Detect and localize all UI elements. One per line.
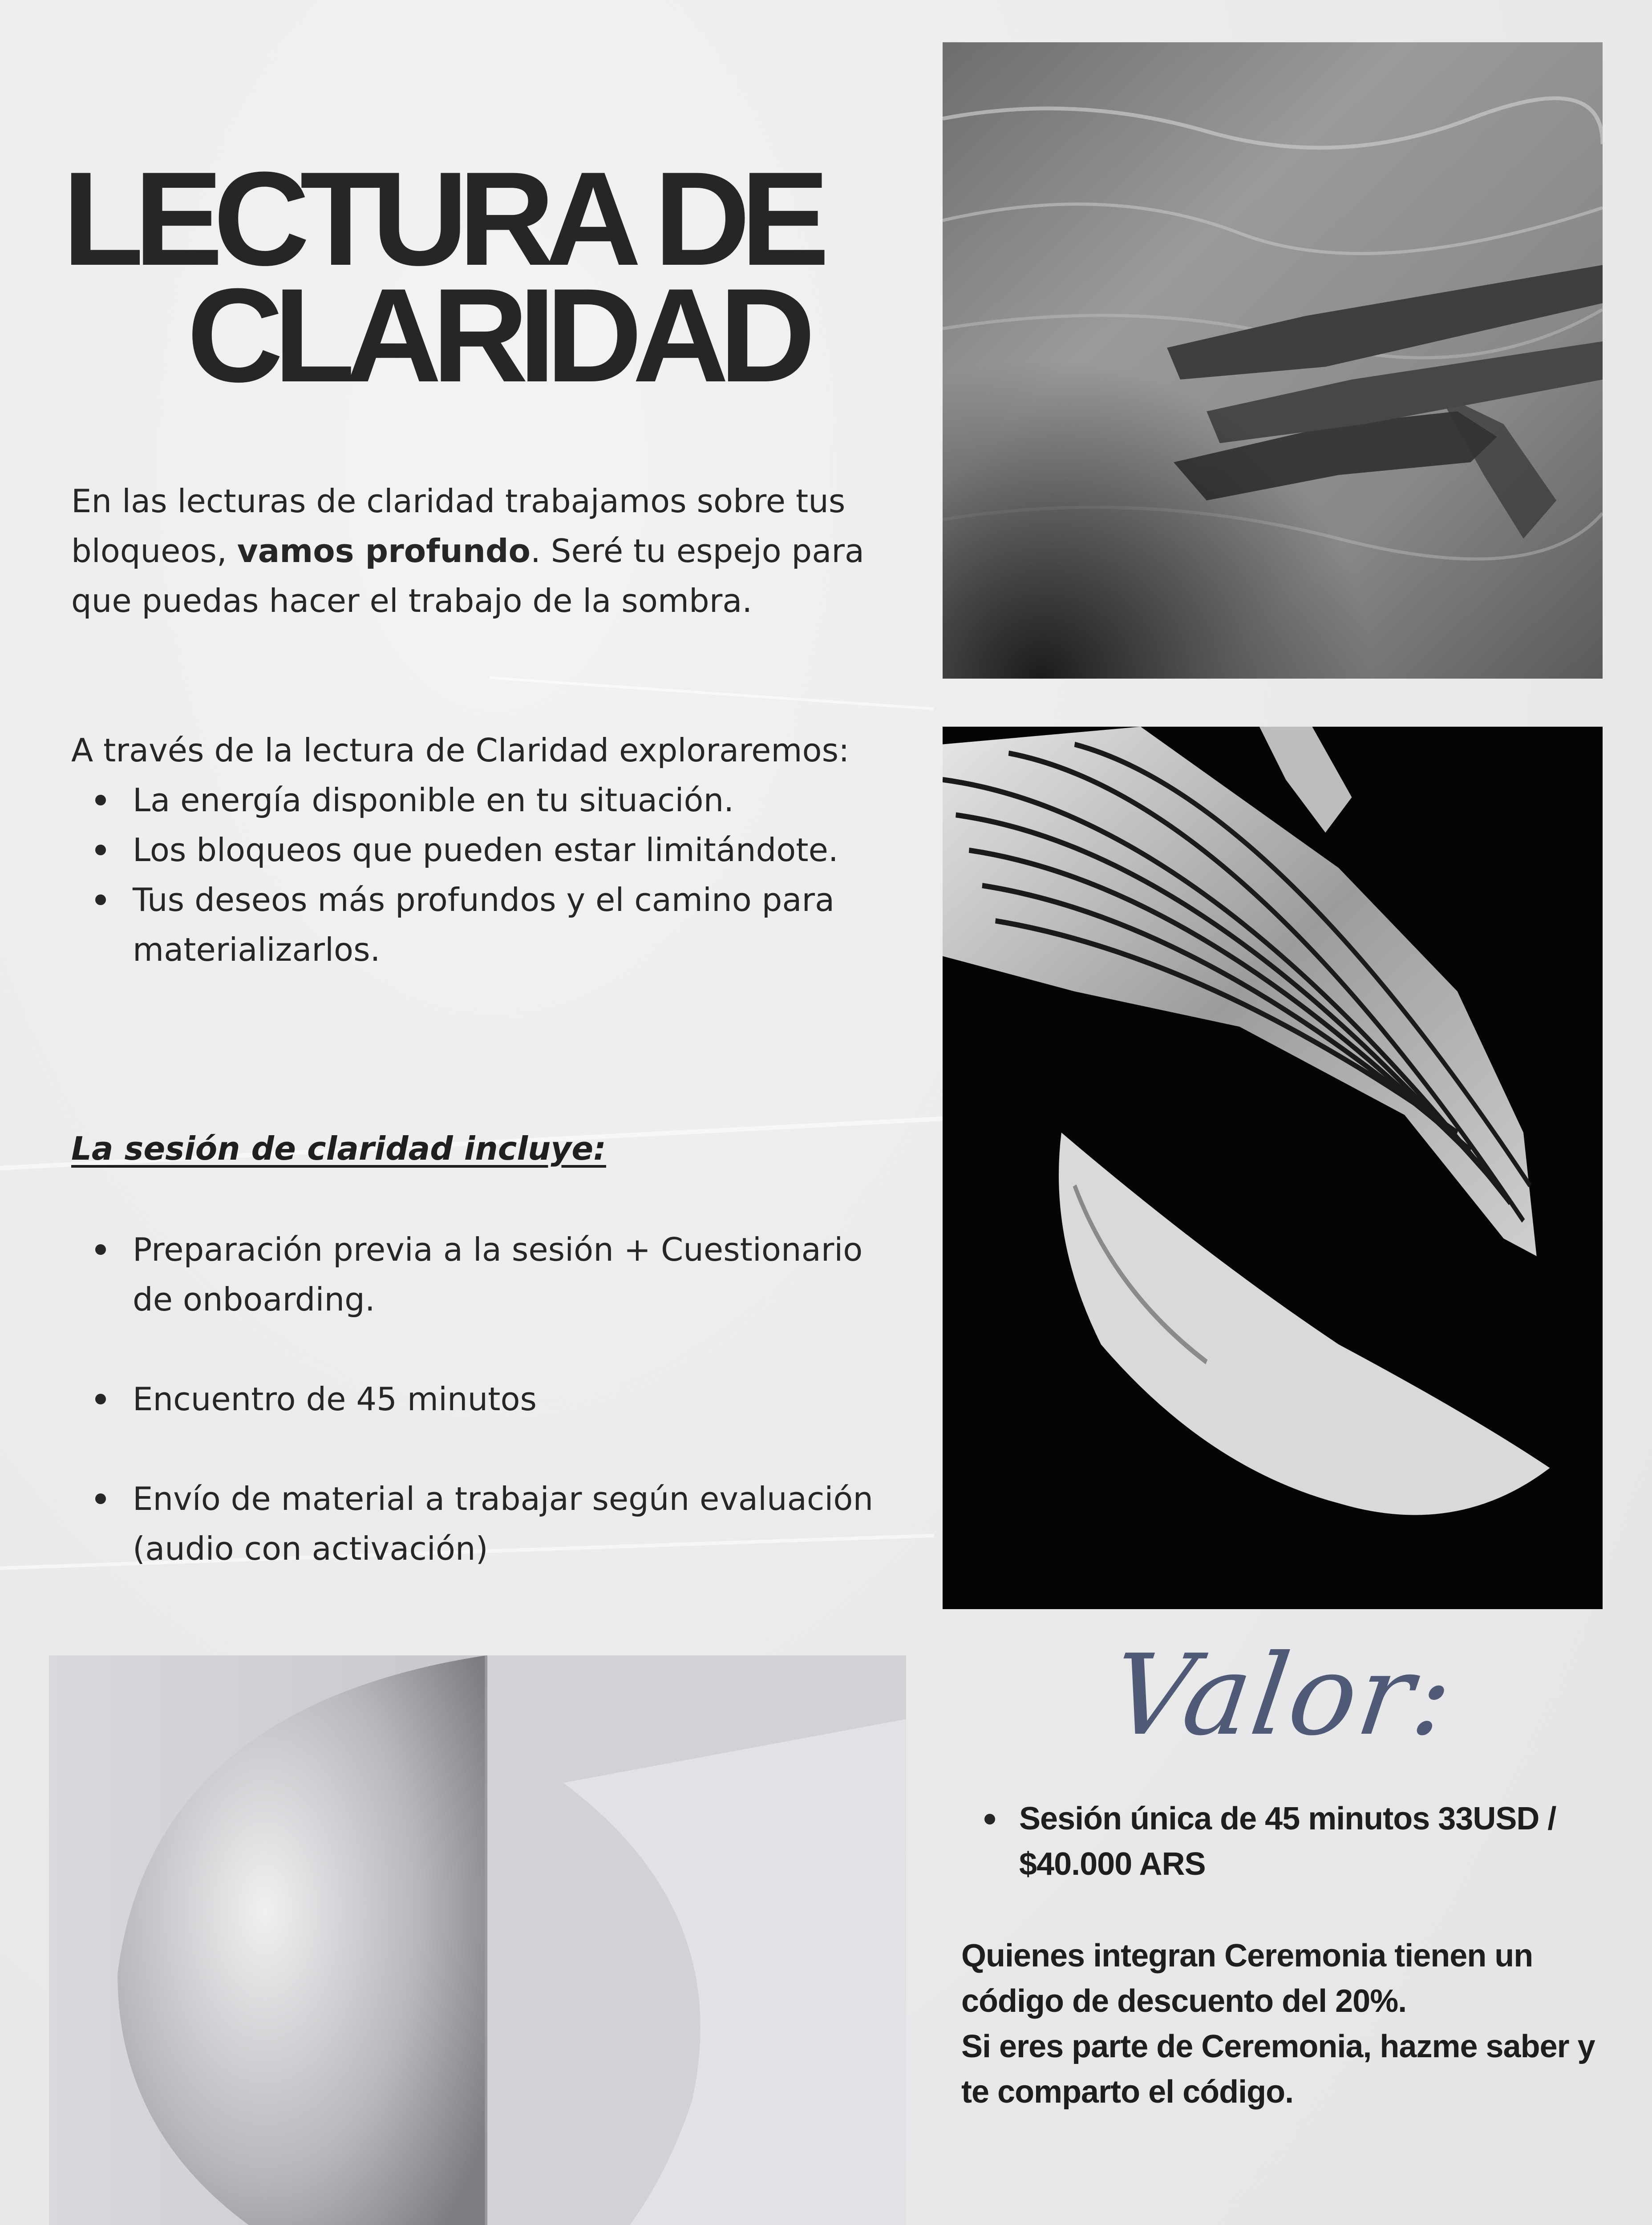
intro-paragraph: [71, 476, 881, 626]
explore-heading: A través de la lectura de Claridad exploraremos:: [71, 732, 850, 769]
price-heading: Valor:: [1103, 1630, 1462, 1760]
explore-list: [71, 775, 881, 975]
list-item: Sesión única de 45 minutos 33USD / $40.000 ARS: [961, 1796, 1607, 1887]
discount-line-2: Si eres parte de Ceremonia, hazme saber y te comparto el código.: [961, 2029, 1595, 2110]
whale-photo: [943, 727, 1603, 1609]
list-item: Envío de material a trabajar según evaluación (audio con activación): [71, 1474, 881, 1574]
intro-emphasis: vamos profundo: [237, 532, 531, 570]
explore-section: [71, 725, 881, 975]
intro-text-2: . Seré tu espejo para que puedas hacer el trabajo de la sombra.: [71, 532, 865, 619]
includes-heading: La sesión de claridad incluye:: [71, 1130, 606, 1167]
sand-shadow-photo: [943, 42, 1603, 679]
includes-list: [71, 1225, 881, 1574]
list-item: Preparación previa a la sesión + Cuestionario de onboarding.: [71, 1225, 881, 1324]
page-title: [62, 144, 837, 410]
title-line-2: CLARIDAD: [187, 260, 806, 410]
discount-line-1: Quienes integran Ceremonia tienen un código de descuento del 20%.: [961, 1938, 1533, 2019]
price-list: [961, 1796, 1607, 1887]
list-item: Los bloqueos que pueden estar limitándote.: [71, 825, 881, 875]
discount-note: [961, 1933, 1611, 2115]
mirror-installation-photo: [49, 1655, 906, 2225]
paper-texture: [490, 676, 934, 710]
price-section: [961, 1796, 1607, 1887]
title-line-1: LECTURA DE: [62, 144, 820, 293]
intro-text-1: En las lecturas de claridad trabajamos sobre tus bloqueos,: [71, 482, 846, 570]
list-item: Tus deseos más profundos y el camino para materializarlos.: [71, 875, 881, 975]
includes-section: [71, 1225, 881, 1574]
list-item: Encuentro de 45 minutos: [71, 1374, 881, 1424]
list-item: La energía disponible en tu situación.: [71, 775, 881, 825]
